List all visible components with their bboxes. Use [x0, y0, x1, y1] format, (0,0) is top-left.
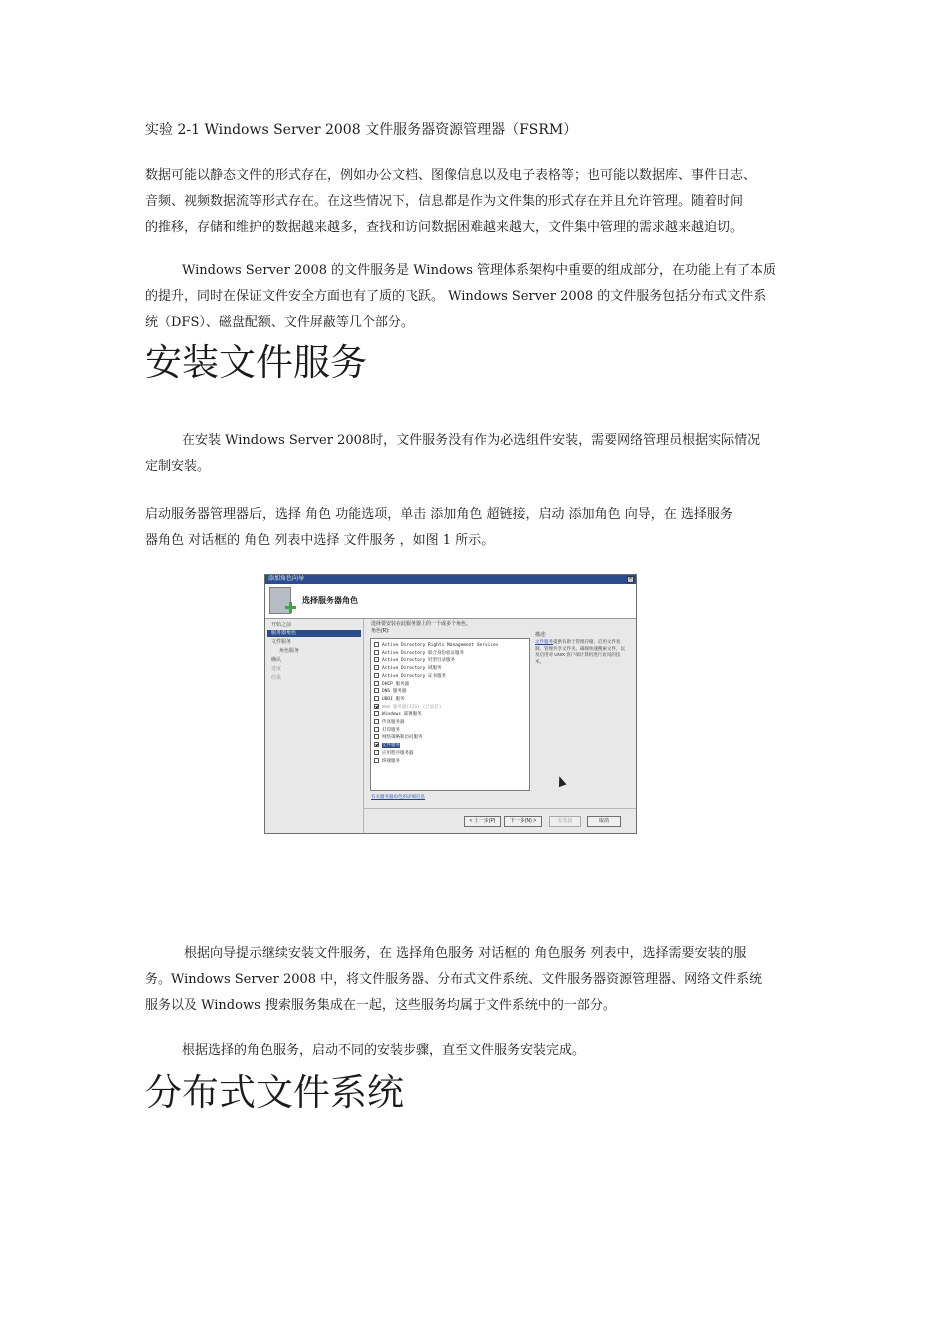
role-checkbox[interactable]	[374, 673, 379, 678]
role-checkbox[interactable]	[374, 665, 379, 670]
role-item[interactable]	[374, 673, 446, 681]
role-label: Active Directory 联合身份验证服务	[382, 650, 465, 656]
nav-item-progress: 进度	[271, 666, 282, 672]
role-label: Web 服务器(IIS) (已安装)	[382, 704, 442, 710]
paragraph-role-services	[145, 941, 807, 1019]
role-item[interactable]	[374, 681, 409, 689]
role-checkbox[interactable]	[374, 750, 379, 755]
role-checkbox[interactable]	[374, 688, 379, 693]
role-item[interactable]	[374, 650, 464, 658]
role-instruction	[371, 621, 471, 635]
text-line: 音频、视频数据流等形式存在。在这些情况下，信息都是作为文件集的形式存在并且允许管理。随着时间	[145, 194, 744, 209]
text-line: 的提升，同时在保证文件安全方面也有了质的飞跃。 Windows Server 2008 的文件服务包括分布式文件系	[145, 289, 767, 304]
text-line: 务。Windows Server 2008 中，将文件服务器、分布式文件系统、文件服务器资源管理器、网络文件系统	[145, 972, 763, 987]
dialog-header	[265, 584, 636, 619]
paragraph-file-services	[145, 258, 807, 336]
dialog-titlebar	[265, 575, 636, 584]
roles-list[interactable]	[370, 638, 530, 791]
mouse-cursor-icon	[557, 776, 565, 786]
role-checkbox[interactable]	[374, 727, 379, 732]
nav-item-server-roles[interactable]: 服务器角色	[267, 630, 361, 637]
role-item[interactable]	[374, 742, 400, 750]
text-line: 数据可能以静态文件的形式存在，例如办公文档、图像信息以及电子表格等；也可能以数据库、事件日志、	[145, 168, 757, 183]
heading-dfs: 分布式文件系统	[145, 1071, 404, 1114]
paragraph-intro	[145, 163, 807, 241]
heading-install-file-services: 安装文件服务	[145, 341, 367, 384]
nav-item-confirmation[interactable]: 确认	[271, 657, 282, 663]
role-label: DNS 服务器	[382, 689, 407, 695]
role-checkbox[interactable]	[374, 681, 379, 686]
role-label: 应用程序服务器	[382, 750, 414, 756]
role-item[interactable]	[374, 727, 400, 735]
role-item[interactable]	[374, 696, 405, 704]
dialog-separator	[363, 808, 636, 809]
role-item[interactable]	[374, 750, 414, 758]
paragraph-complete	[145, 1038, 807, 1064]
description-body: 提供有助于管理存储、启用文件复制、管理共享文件夹、确保快速搜索文件，以及启用对 UNIX 客户端计算机进行访问的技术。	[535, 639, 625, 664]
role-checkbox[interactable]	[374, 642, 379, 647]
role-checkbox[interactable]	[374, 719, 379, 724]
wizard-nav	[265, 619, 364, 833]
role-checkbox[interactable]	[374, 711, 379, 716]
add-plus-icon	[285, 602, 296, 613]
paragraph-install-note	[145, 428, 807, 480]
nav-item-results: 结果	[271, 675, 282, 681]
role-label: 网络策略和访问服务	[382, 735, 423, 741]
role-label: UDDI 服务	[382, 696, 405, 702]
cancel-button[interactable]: 取消	[587, 816, 621, 827]
text-line: 在安装 Windows Server 2008时，文件服务没有作为必选组件安装，需要网络管理员根据实际情况	[182, 433, 761, 448]
text-line: 统（DFS）、磁盘配额、文件屏蔽等几个部分。	[145, 315, 414, 330]
role-label: Windows 部署服务	[382, 712, 422, 718]
role-label: 传真服务器	[382, 720, 405, 725]
text-line: 根据向导提示继续安装文件服务，在 选择角色服务 对话框的 角色服务 列表中，选择需要安装的服	[184, 946, 747, 961]
text-line: 的推移，存储和维护的数据越来越多，查找和访问数据困难越来越大，文件集中管理的需求越来越迫切。	[145, 220, 744, 235]
role-item[interactable]	[374, 734, 423, 742]
close-icon[interactable]: ×	[628, 576, 633, 582]
paragraph-launch-wizard	[145, 502, 807, 554]
role-checkbox[interactable]	[374, 704, 379, 709]
role-label: 终端服务	[382, 758, 400, 764]
role-label: Active Directory Rights Management Services	[382, 643, 499, 648]
nav-item-role-services[interactable]: 角色服务	[279, 648, 300, 654]
dialog-window-title: 添加角色向导	[268, 576, 305, 582]
role-checkbox[interactable]	[374, 742, 379, 747]
role-label: Active Directory 证书服务	[382, 673, 447, 679]
role-item[interactable]	[374, 719, 405, 727]
description-text	[535, 639, 627, 665]
role-checkbox[interactable]	[374, 696, 379, 701]
role-label: DHCP 服务器	[382, 681, 410, 687]
description-link[interactable]: 文件服务	[535, 639, 553, 644]
role-item[interactable]	[374, 642, 499, 650]
role-label: 文件服务	[382, 743, 400, 749]
role-checkbox[interactable]	[374, 657, 379, 662]
text-line: 根据选择的角色服务，启动不同的安装步骤，直至文件服务安装完成。	[182, 1043, 586, 1058]
back-button[interactable]: < 上一步(P)	[464, 816, 501, 827]
install-button[interactable]: 安装(I)	[549, 816, 581, 827]
add-roles-wizard-figure	[264, 574, 637, 834]
text-line: 启动服务器管理器后，选择 角色 功能选项，单击 添加角色 超链接，启动 添加角色 向导，在 选择服务	[145, 507, 733, 522]
role-label: Active Directory 域服务	[382, 666, 442, 672]
dialog-heading: 选择服务器角色	[302, 596, 358, 605]
role-checkbox[interactable]	[374, 734, 379, 739]
next-button[interactable]: 下一步(N) >	[504, 816, 542, 827]
instruction-line: 选择要安装在此服务器上的一个或多个角色。	[371, 621, 472, 627]
role-checkbox[interactable]	[374, 758, 379, 763]
role-item[interactable]	[374, 688, 406, 696]
nav-item-before-you-begin[interactable]: 开始之前	[271, 622, 292, 628]
roles-label: 角色(R):	[371, 628, 390, 634]
text-line: Windows Server 2008 的文件服务是 Windows 管理体系架构中重要的组成部分，在功能上有了本质	[182, 263, 777, 278]
role-item[interactable]	[374, 704, 442, 712]
more-info-link[interactable]: 有关服务器角色的详细信息	[371, 794, 425, 799]
nav-item-file-services[interactable]: 文件服务	[271, 639, 292, 645]
role-label: 打印服务	[382, 727, 400, 733]
role-checkbox[interactable]	[374, 650, 379, 655]
description-header: 描述:	[535, 632, 547, 638]
role-label: Active Directory 轻型目录服务	[382, 658, 456, 664]
role-item[interactable]	[374, 665, 442, 673]
text-line: 定制安装。	[145, 459, 211, 474]
role-item[interactable]	[374, 657, 455, 665]
text-line: 服务以及 Windows 搜索服务集成在一起，这些服务均属于文件系统中的一部分。	[145, 998, 616, 1013]
text-line: 器角色 对话框的 角色 列表中选择 文件服务 ，如图 1 所示。	[145, 533, 495, 548]
document-title: 实验 2-1 Windows Server 2008 文件服务器资源管理器（FSRM）	[145, 122, 578, 138]
role-item[interactable]	[374, 758, 400, 766]
role-item[interactable]	[374, 711, 422, 719]
